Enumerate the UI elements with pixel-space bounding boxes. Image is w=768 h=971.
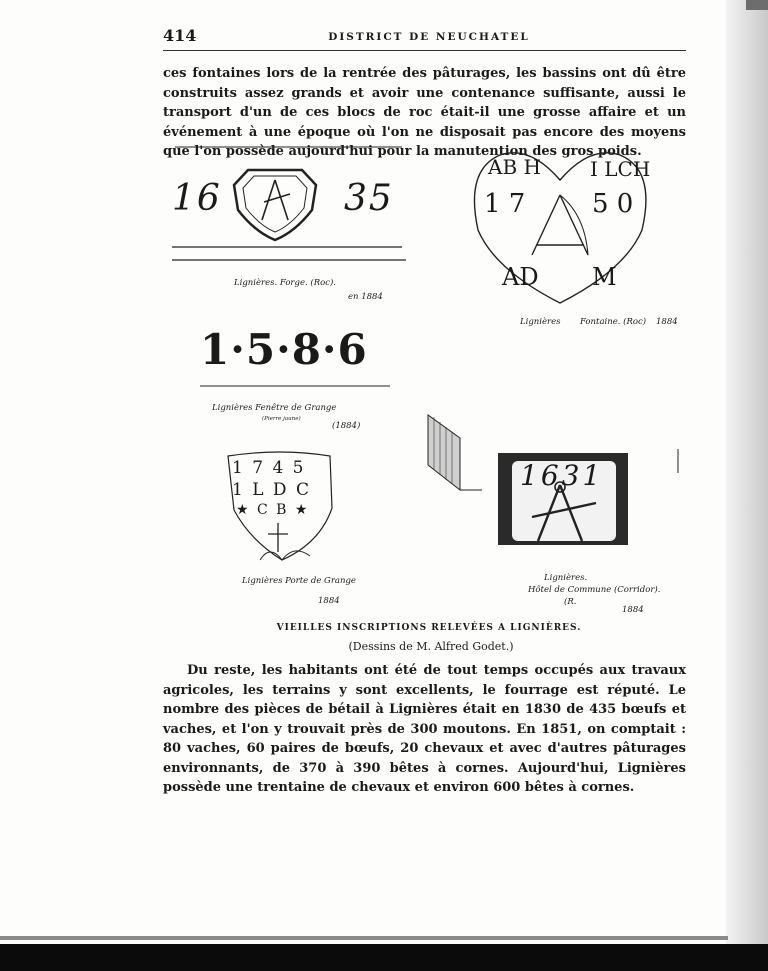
fenetre-inscription: 1·5·8·6	[200, 325, 368, 374]
figure-caption-title: VIEILLES INSCRIPTIONS RELEVÉES A LIGNIÈRES.	[276, 623, 582, 633]
page-number: 414	[163, 26, 197, 45]
fenetre-label: Lignières Fenêtre de Grange	[212, 403, 337, 413]
hotel-label-note: (R.	[564, 597, 577, 607]
fontaine-top-left: AB H	[488, 155, 541, 179]
paragraph-livestock: Du reste, les habitants ont été de tout temps occupés aux travaux agricoles, les terrains y sont excellents, le fourrage est réputé. Le nombre des pièces de bétail à Lignières était en 1830 de 435 bœufs et vaches, et l'on y trouvait près de 300 moutons. En 1851, on comptait : 80 vaches, 60 paires de bœufs, 20 chevaux et avec d'autres pâturages environnants, de 370 à 390 bêtes à cornes. Aujourd'hui, Lignières possède une trentaine de chevaux et environ 600 bêtes à cornes.	[163, 663, 686, 795]
fontaine-date: 1884	[656, 317, 678, 327]
porte-row-3: ★ C B ★	[236, 502, 310, 518]
figure-forge	[170, 140, 410, 310]
hotel-label-place: Lignières.	[544, 573, 588, 583]
fontaine-year-right: 5 0	[592, 189, 634, 219]
running-head: DISTRICT DE NEUCHATEL	[328, 31, 530, 43]
page-edge-shadow	[726, 0, 768, 971]
porte-date: 1884	[318, 596, 340, 606]
fontaine-top-right: I LCH	[590, 157, 651, 181]
forge-label: Lignières. Forge. (Roc).	[234, 278, 336, 288]
hotel-date: 1884	[622, 605, 644, 615]
porte-label: Lignières Porte de Grange	[242, 576, 356, 586]
porte-row-2: 1 L D C	[232, 480, 311, 500]
fontaine-bottom-right: M	[592, 263, 617, 291]
figure-porte	[220, 448, 360, 616]
paragraph-intro: ces fontaines lors de la rentrée des pâturages, les bassins ont dû être construits assez grands et avoir une contenance suffisante, aussi le transport d'un de ces blocs de roc était-il une grosse affaire et un événement à une époque où l'on ne disposait pas encore des moyens que l'on possède aujourd'hui pour la manutention des gros poids.	[163, 66, 686, 159]
fontaine-year-left: 1 7	[484, 189, 526, 219]
scan-bottom-border	[0, 944, 768, 971]
figure-caption-credit: (Dessins de M. Alfred Godet.)	[348, 640, 514, 653]
fontaine-label-place: Lignières	[520, 317, 561, 327]
scan-edge-line	[0, 936, 728, 940]
fontaine-label-name: Fontaine. (Roc)	[580, 317, 647, 327]
forge-date: en 1884	[348, 292, 383, 302]
fenetre-date: (1884)	[332, 421, 361, 431]
figure-fontaine	[470, 145, 685, 330]
hotel-label-name: Hôtel de Commune (Corridor).	[528, 585, 661, 595]
porte-row-1: 1 7 4 5	[232, 458, 306, 478]
forge-year-right: 35	[344, 178, 394, 219]
fenetre-rule	[200, 381, 400, 391]
figure-hotel-commune	[420, 405, 690, 615]
fontaine-bottom-left: AD	[502, 263, 539, 291]
figure-fenetre	[200, 325, 400, 435]
hotel-year: 1631	[520, 459, 604, 492]
fenetre-sublabel: (Pierre jaune)	[262, 416, 301, 422]
scan-corner-mark	[746, 0, 768, 10]
forge-year-left: 16	[172, 178, 222, 219]
header-rule	[163, 50, 686, 51]
